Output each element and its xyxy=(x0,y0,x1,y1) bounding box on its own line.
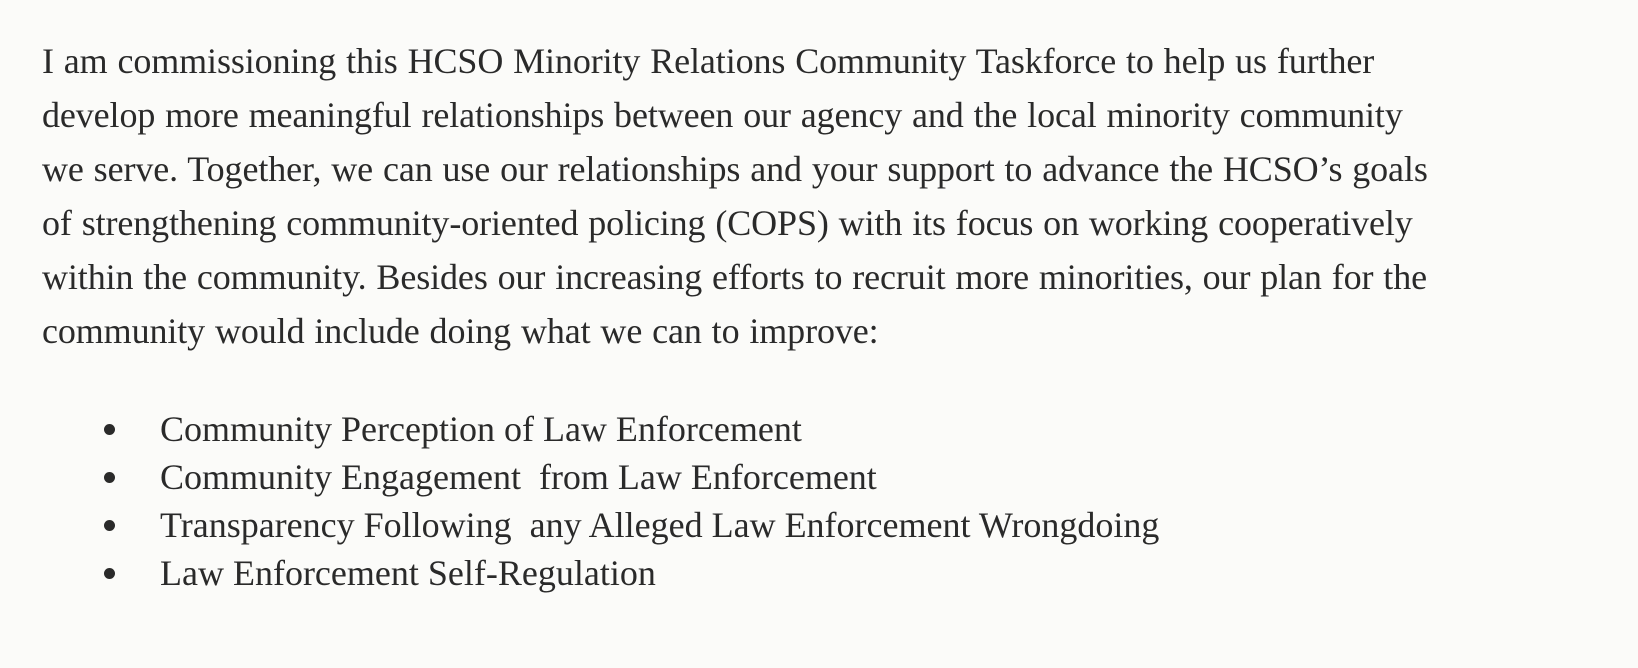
paragraph-line: we serve. Together, we can use our relationships and your support to advance the HCSO’s goals xyxy=(42,149,1428,189)
bullet-icon xyxy=(104,472,115,483)
list-item xyxy=(42,549,1598,597)
bullet-icon xyxy=(104,424,115,435)
list-item-text: Transparency Following any Alleged Law Enforcement Wrongdoing xyxy=(160,505,1160,545)
improvement-list xyxy=(42,405,1598,597)
bullet-icon xyxy=(104,520,115,531)
paragraph-line: community would include doing what we can to improve: xyxy=(42,311,879,351)
list-item xyxy=(42,501,1598,549)
intro-paragraph xyxy=(42,34,1598,358)
paragraph-line: within the community. Besides our increasing efforts to recruit more minorities, our plan for the xyxy=(42,257,1427,297)
bullet-icon xyxy=(104,568,115,579)
paragraph-line: I am commissioning this HCSO Minority Relations Community Taskforce to help us further xyxy=(42,41,1375,81)
list-item-text: Community Engagement from Law Enforcement xyxy=(160,457,877,497)
paragraph-line: of strengthening community-oriented policing (COPS) with its focus on working cooperatively xyxy=(42,203,1413,243)
paragraph-line: develop more meaningful relationships between our agency and the local minority community xyxy=(42,95,1403,135)
list-item-text: Law Enforcement Self-Regulation xyxy=(160,553,656,593)
list-item xyxy=(42,453,1598,501)
list-item xyxy=(42,405,1598,453)
list-item-text: Community Perception of Law Enforcement xyxy=(160,409,802,449)
